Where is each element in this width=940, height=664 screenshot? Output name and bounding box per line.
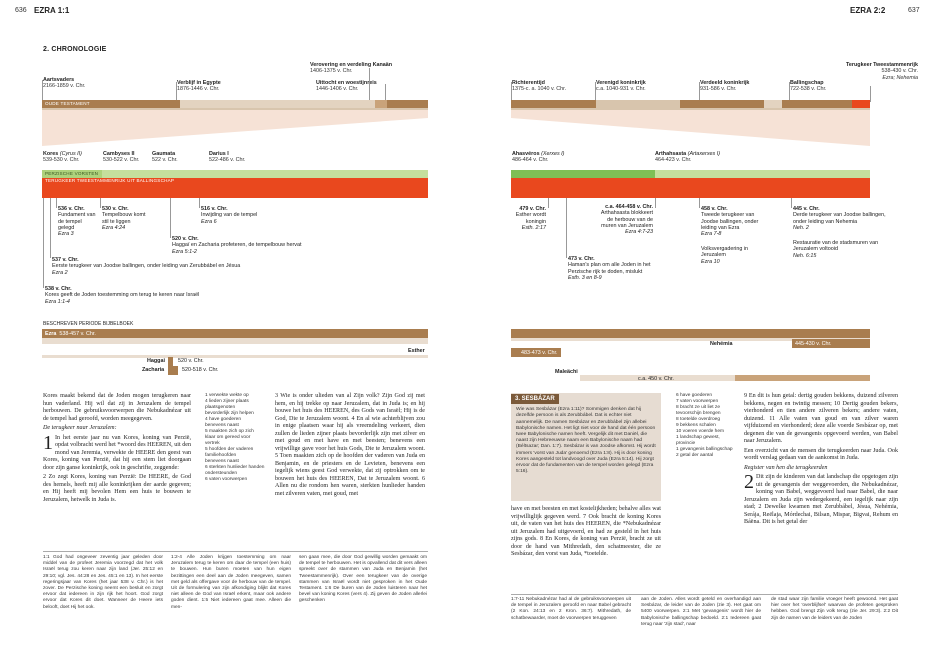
period-label: BESCHREVEN PERIODE BIJBELBOEK (43, 321, 134, 327)
sesbazar-title: 3. SESBÁZAR (511, 394, 559, 404)
era-kanaan: Verovering en verdeling Kanaän 1406-1375 v. Chr. (310, 62, 393, 75)
chapter-2-intro: Een overzicht van de mensen die terugkeerden naar Juda. Ook wordt verslag gedaan van de aankomst in Juda. (744, 447, 898, 461)
era-egypte: Verblijf in Egypte 1876-1446 v. Chr. (177, 80, 221, 93)
commentary-1: 1:1 God had ongeveer zeventig jaar geleden door middel van de profeet Jeremia voorzegd dat het volk Israël terug zou keren naar zijn land (Jer. 25:12 en 29:10; vgl. Jes. 44:28 en Jes. 45:1 en 13). In het eerste regeringsjaar van Kores (het jaar 538 v. Chr.) is het zover. De Perzische koning neemt een besluit en zorgt ervoor dat iedereen in zijn rijk het hoort. God zorgt ervoor dat Kores dit doet. Wanneer de Heere iets belooft, doet Hij het ook. (43, 555, 163, 610)
note: 8 bracht ze uit liet ze tevoorschijn brengen (676, 405, 721, 416)
note: 6 sterkten hunlieder handen ondersteunden (205, 465, 265, 476)
divider-left (43, 551, 428, 552)
divider-right (511, 594, 898, 595)
tick (566, 198, 567, 258)
era-ballingschap: Ballingschap 722-538 v. Chr. (790, 80, 827, 93)
book-maleachi: Maleächi (555, 369, 578, 375)
tick (50, 198, 51, 258)
verse-1: 1 In het eerste jaar nu van Kores, koning van Perzië, opdat volbracht werd het *woord des HEEREN, uit den mond van Jeremia, verwekte de HEERE den geest van Kores, koning van Perzië, dat hij een stem liet doorgaan door zijn ganse koninkrijk, ook in geschrifte, zeggende: (43, 431, 191, 471)
event-538: 538 v. Chr. Kores geeft de Joden toestemming om terug te keren naar Israël Ezra 1:1-4 (45, 286, 200, 305)
note: benevens naast (205, 423, 239, 428)
tick (655, 198, 656, 208)
era-terugkeer: Terugkeer Tweestammenrijk 538-430 v. Chr. Ezra; Nehemia (846, 62, 919, 81)
text-column-2 (275, 393, 425, 500)
margin-notes-2 (676, 393, 736, 459)
terugkeer-band (852, 100, 870, 108)
king-arthahsasta: Arthahsasta (Artaxerxes I) 464-423 v. Chr. (655, 151, 721, 164)
book-nehemia: Nehémia (710, 341, 733, 347)
commentary-3: sen gaan mee, die door God gewillig worden gemaakt om de tempel te herbouwen. Het is opvallend dat dit vers alleen spreekt over de stammen van Juda en Benjamin (het Tweestammenrijk). Over een terugkeer van de overige stammen van Israël wordt niet gesproken in het Oude Testament. 1:6 De buren van de Joden luisteren naar het bevel van koning Kores (vers 4). Zij geven de Joden allerlei geschenken (299, 555, 427, 604)
book-zacharia-date: 520-518 v. Chr. (182, 367, 219, 373)
book-bar-ezra-right (511, 329, 870, 338)
event-520: 520 v. Chr. Haggaï en Zacharia profeteren, de tempelbouw hervat Ezra 5:1-2 (172, 236, 302, 255)
book-haggai: Haggai (147, 358, 165, 364)
verses-9-11: 9 En dit is hun getal: dertig gouden bekkens, duizend zilveren bekkens, negen en twintig messen; 10 Dertig gouden bekers, vierhonderd en tien andere zilveren bekers; andere vaten, duizend. 11 Alle vaten van goud en van zilver waren vijfduizend en vierhonderd; deze alle voerde Sesbázar op, met degenen die van de gevangenis opgevoerd werden, van Babel naar Jeruzalem. (744, 393, 898, 444)
text-column-4 (744, 393, 898, 529)
event-volksvergadering: Volksvergadering in Jeruzalem Ezra 10 (701, 246, 749, 265)
king-cambyses: Cambyses II 530-522 v. Chr. (103, 151, 140, 164)
page-number-right: 637 (908, 7, 920, 14)
note: 8 toetelde overdroeg (676, 417, 721, 422)
verse-2-1: 2 Dit zijn de kinderen van dat landschap die opgetogen zijn uit de gevangenis der weggevoerden, die Nebukadnézar, koning van Babel, weggevoerd had naar Babel, die naar Jeruzalem en Juda zijn wedergekeerd, een iegelijk naar zijn stad; 2 Dewelke kwamen met Zerubbábel, Jésua, Nehémia, Serája, Reëlaja, Mórdechai, Bilsan, Mispar, Bigvai, Rehum en Báëna. Dit is het getal der (744, 471, 898, 525)
book-maleachi-date: c.a. 450 v. Chr. (638, 376, 674, 382)
event-464: c.a. 464-458 v. Chr. Arthahsasta blokkeert de herbouw van de muren van Jeruzalem Ezra 4:7-23 (600, 204, 653, 236)
tick (170, 198, 171, 238)
commentary-2: 1:2-4 Alle Joden krijgen toestemming om naar Jeruzalem terug te keren om daar de tempel (een huis) te bouwen. Hun buren moeten van hun eigen bezittingen een deel aan de Joden meegeven, samen met geld als offergave voor de herbouw van de tempel. Uit de formulering van zijn afkondiging blijkt dat Kores niet alleen de God van Israël erkent, maar ook andere goden dient. 1:5 Niet iedereen gaat mee. Alleen die men- (171, 555, 291, 610)
era-richteren: Richterentijd 1375-c. a. 1040 v. Chr. (512, 80, 567, 93)
tick (870, 86, 871, 102)
note: 9 bekkens schalen (676, 423, 716, 428)
verdeeld-band-2 (764, 100, 782, 108)
note: 1 verwekte wekte op (205, 393, 249, 398)
book-esther: Esther (408, 348, 425, 354)
funnel-left (42, 110, 428, 146)
note: 1 gevangenis ballingschap (676, 447, 733, 452)
running-title-right: EZRA 2:2 (850, 6, 886, 15)
king-ahasveros: Ahasvéros (Xerxes I) 486-464 v. Chr. (512, 151, 565, 164)
tick (56, 198, 57, 208)
tick (789, 82, 790, 102)
note: 10 voeren voerde hem (676, 429, 724, 434)
text-column-1 (43, 393, 191, 506)
verse-2: 2 Zo zegt Kores, koning van Perzië: De HEERE, de God des hemels, heeft mij alle koninkrijken der aarde gegeven; en Hij heeft mij bevolen Hem een huis te bouwen te Jeruzalem, hetwelk in Juda is. (43, 474, 191, 503)
dropcap-1: 1 (43, 431, 53, 454)
commentary-4: 1:7-11 Nebukadnézar had al de gebruiksvoorwerpen uit de tempel in Jeruzalem geroofd en naar Babel gebracht (2 Kon. 24:13 en 2 Kron. 36:7). Mithredath, de schatbewaarder, moet de voorwerpen teruggeven (511, 597, 631, 621)
era-aartsvaders: Aartsvaders 2166-1859 v. Chr. (43, 77, 86, 90)
tick (42, 80, 43, 102)
page-number-left: 636 (15, 7, 27, 14)
intro-text: Kores maakt bekend dat de Joden mogen terugkeren naar hun vaderland. Hij wil dat zij in Jeruzalem de tempel herbouwen. De gebruiksvoorwerpen die Nebukadnézar uit de tempel had geroofd, worden meegegeven. (43, 393, 191, 422)
book-bar-ezra-light (42, 338, 428, 344)
funnel-right (511, 110, 870, 146)
commentary-6: de stad waar zijn familie vroeger heeft gewoond. Het gaat hier over het 'overblijfsel' waarvan de profeten gesproken hebben. God brengt Zijn volk terug (zie Jer. 29:3). 2:2 Dit zijn de namen van de leiders van de Joden (771, 597, 898, 621)
book-bar-maleachi-dark (735, 375, 870, 381)
zoom-funnel (0, 110, 940, 150)
king-darius: Darius I 522-486 v. Chr. (209, 151, 246, 164)
band-label-return: TERUGKEER TWEESTAMMENRIJK UIT BALLINGSCHAP (45, 178, 175, 183)
event-530: 530 v. Chr. Tempelbouw komt stil te liggen Ezra 4:24 (102, 206, 146, 231)
book-bar-zacharia (168, 366, 178, 375)
sesbazar-box (511, 393, 661, 501)
sesbazar-text: Wie was Sesbázar (Ezra 1:11)? Sommigen denken dat hij dezelfde persoon is als Zerubbábel. Dat is echter niet aannemelijk. De namen Sesbázar en Zerubbábel zijn allebei Babylonische namen. Het ligt niet voor de hand dat één persoon twee Babylonische namen heeft. Vergelijk dit met Daniël, die naast zijn Hebreeuwse naam een Babylonische naam had (Béltsazar; Dan. 1:7). Sesbázar is van Joodse afkomst. Hij wordt immers 'vorst van Juda' genoemd (Ezra 1:8). Hij is door koning Kores aangesteld tot landvoogd over Juda (Ezra 5:14). Hij zorgt ervoor dat de fundamenten van de tempel worden gelegd (Ezra 5:16). (516, 407, 656, 475)
band-label-ot: OUDE TESTAMENT (45, 101, 90, 106)
persian-ahasveros (511, 170, 655, 178)
tick (699, 82, 700, 102)
tick (369, 68, 370, 102)
event-516: 516 v. Chr. Inwijding van de tempel Ezra 6 (201, 206, 258, 225)
commentary-5: aan de Joden. Alles wordt geteld en overhandigd aan Sesbázar, de leider van de Joden (zie 3). Het gaat om 5400 voorwerpen. 2:1 Met 'gevangenis' wordt hier de Babylonische ballingschap bedoeld. 2:1 Iedereen gaat terug naar 'zijn stad', naar (641, 597, 761, 627)
margin-notes-1 (205, 393, 265, 483)
era-uittocht: Uittocht en woestijnreis 1446-1406 v. Chr. (316, 80, 377, 93)
event-restauratie: Restauratie van de stadsmuren van Jeruzalem voltooid Neh. 6:15 (793, 240, 879, 259)
return-band-right (511, 178, 870, 198)
era-verenigd: Verenigd koninkrijk c.a. 1040-931 v. Chr. (596, 80, 646, 93)
verenigd-band (596, 100, 680, 108)
book-bar-esther-left (42, 355, 428, 358)
verses-3-6: 3 Wie is onder ulieden van al Zijn volk? Zijn God zij met hem, en hij trekke op naar Jeruzalem, dat in Juda is; en hij bouwe het huis des HEEREN, des Gods van Israël; Hij is de God, Die te Jeruzalem woont. 4 En al wie achterblijven zou in enige plaatsen waar hij als vreemdeling verkeert, dien zullen de lieden zijner plaats bevorderlijk zijn met zilver en met goud en met have en met beesten; benevens een vrijwillige gave voor het huis Gods, Die te Jeruzalem woont. 5 Toen maakten zich op de hoofden der vaderen van Juda en Benjamin, en de priesters en de Levieten, benevens een iegelijk wiens geest God verwekte, dat zij optrokken om te bouwen het huis des HEEREN, Dat te Jeruzalem woont. 6 Allen nu die rondom hen waren, sterkten hunlieder handen met zilveren vaten, met goud, met (275, 393, 425, 497)
book-haggai-date: 520 v. Chr. (178, 358, 204, 364)
event-479: 479 v. Chr. Esther wordt koningin Esth. 2:17 (515, 206, 546, 231)
note: benevens naast (205, 459, 239, 464)
tick (595, 82, 596, 102)
note: 5 hoofden der vaderen familiehoofden (205, 447, 254, 458)
running-title-left: EZRA 1:1 (34, 6, 70, 15)
egypte-band (180, 100, 375, 108)
tick (791, 198, 792, 208)
book-zacharia: Zacharia (142, 367, 165, 373)
book-esther-date: 483-473 v. Chr. (521, 350, 558, 356)
verdeeld-band (680, 100, 764, 108)
note: bevorderlijk zijn helpen (205, 411, 254, 416)
subheading-register: Register van hen die terugkeerden (744, 464, 828, 471)
tick (43, 198, 44, 288)
note: 2 getal der aantal (676, 453, 714, 458)
book-ezra: Ezra 538-457 v. Chr. (45, 331, 96, 337)
section-title: 2. CHRONOLOGIE (43, 46, 107, 53)
text-column-3 (511, 506, 661, 561)
note: 4 have goederen (205, 417, 242, 422)
band-label-persian: PERZISCHE VORSTEN (45, 171, 99, 176)
tick (199, 198, 200, 208)
tick (699, 198, 700, 208)
richteren-band (511, 100, 596, 108)
tick (548, 198, 549, 208)
event-458: 458 v. Chr. Tweede terugkeer van Joodse ballingen, onder leiding van Ezra Ezra 7-8 (701, 206, 759, 238)
tick (176, 82, 177, 102)
note: 6 have goederen (676, 393, 713, 398)
verses-6-8: have en met beesten en met kostelijkheden; behalve alles wat vrijwilliglijk gegeven werd. 7 Ook bracht de koning Kores uit, de vaten van het huis des HEEREN, die *Nebukadnézar uit Jeruzalem had uitgevoerd, en had ze gesteld in het huis zijns gods. 8 En Kores, de koning van Perzië, bracht ze uit door de hand van Mithredath, den schatmeester, die ze Sesbázar, den vorst van Juda, *toetelde. (511, 506, 661, 557)
book-bar-ezra-left (42, 329, 428, 338)
king-gaumata: Gaumata 522 v. Chr. (152, 151, 178, 164)
event-537: 537 v. Chr. Eerste terugkeer van Joodse ballingen, onder leiding van Zerubbábel en Jésua Ezra 2 (52, 257, 241, 276)
note: 5 maakten zich op zich klaar om gereed voor vertrek (205, 429, 254, 446)
note: 7 vaten voorwerpen (676, 399, 719, 404)
note: 1 landschap gewest, provincie (676, 435, 720, 446)
era-verdeeld: Verdeeld koninkrijk 931-586 v. Chr. (700, 80, 750, 93)
tick (100, 198, 101, 208)
dropcap-2: 2 (744, 471, 754, 493)
event-473: 473 v. Chr. Haman's plan om alle Joden in het Perzische rijk te doden, mislukt Esth. 3 en 8-9 (568, 256, 651, 281)
event-445: 445 v. Chr. Derde terugkeer van Joodse ballingen, onder leiding van Nehemia Neh. 2 (793, 206, 886, 231)
book-nehemia-date: 445-430 v. Chr. (795, 341, 832, 347)
king-kores: Kores (Cyrus II) 539-530 v. Chr. (43, 151, 82, 164)
note: 4 lieden zijner plaats plaatsgenoten (205, 399, 249, 410)
book-bar-haggai (168, 357, 173, 366)
kanaan-band (375, 100, 387, 108)
event-536: 536 v. Chr. Fundament van de tempel gelegd Ezra 3 (58, 206, 96, 238)
note: 6 vaten voorwerpen (205, 477, 248, 482)
subheading-return: De terugkeer naar Jeruzalem: (43, 425, 117, 431)
ballingschap-band (782, 100, 852, 108)
tick (511, 82, 512, 102)
